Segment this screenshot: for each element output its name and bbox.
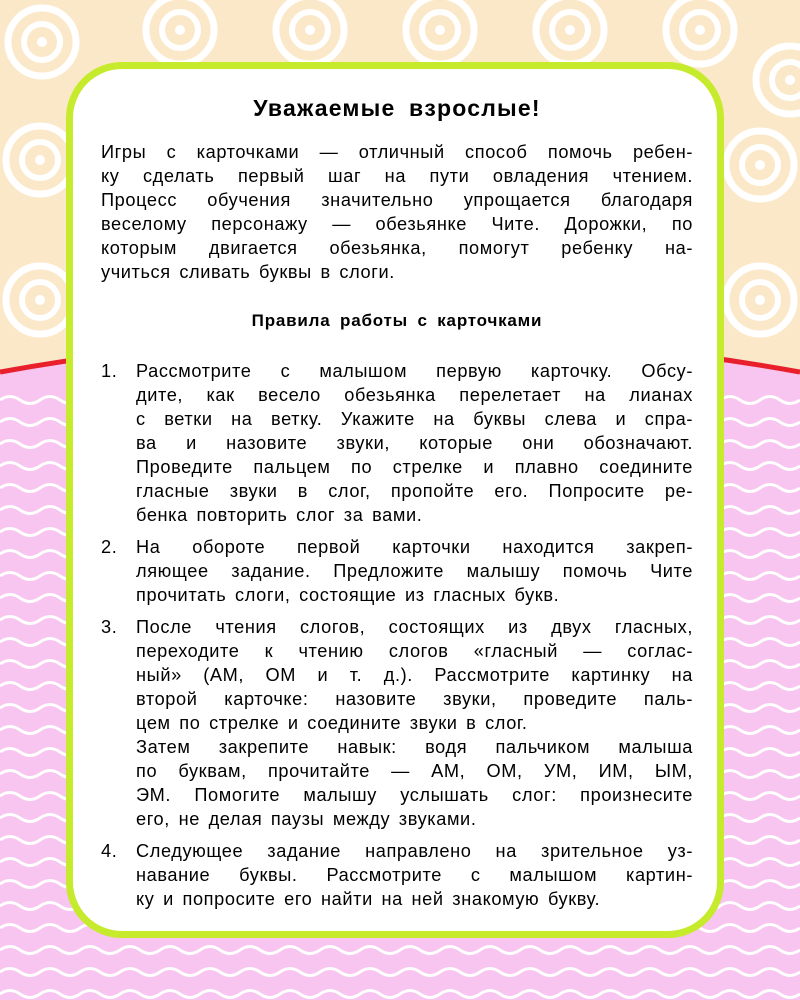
rule-line: прочитать слоги, состоящие из гласных букв. (136, 585, 560, 605)
page-title: Уважаемые взрослые! (253, 95, 541, 121)
rule-text (136, 359, 693, 527)
decorative-dot (785, 75, 795, 85)
intro-line: ку сделать первый шаг на пути овладения чтением. (101, 166, 693, 186)
rule-line: бенка повторить слог за вами. (136, 505, 423, 525)
decorative-dot (435, 25, 445, 35)
decorative-dot (37, 37, 47, 47)
decorative-dot (755, 160, 765, 170)
decorative-dot (35, 295, 45, 305)
decorative-dot (305, 25, 315, 35)
intro-line: Игры с карточками — отличный способ помочь ребен- (101, 142, 693, 162)
rule-item-1 (101, 359, 693, 527)
rule-line: ный» (АМ, ОМ и т. д.). Рассмотрите картинку на (136, 665, 693, 685)
rule-line: навание буквы. Рассмотрите с малышом картин- (136, 865, 693, 885)
intro-line: Процесс обучения значительно упрощается благодаря (101, 190, 693, 210)
rule-number: 4. (101, 841, 118, 861)
rule-item-2 (101, 535, 693, 607)
rule-number: 3. (101, 617, 118, 637)
decorative-dot (565, 25, 575, 35)
rule-line: по буквам, прочитайте — АМ, ОМ, УМ, ИМ, ЫМ, (136, 761, 693, 781)
rule-line: Проведите пальцем по стрелке и плавно соедините (136, 457, 693, 477)
decorative-dot (175, 25, 185, 35)
rule-line: На обороте первой карточки находится закреп- (136, 537, 693, 557)
rule-text (136, 615, 693, 831)
rule-item-4 (101, 839, 693, 911)
intro-paragraph (101, 140, 693, 284)
rule-line: После чтения слогов, состоящих из двух гласных, (136, 617, 693, 637)
rule-line: цем по стрелке и соедините звуки в слог. (136, 713, 528, 733)
rule-number: 1. (101, 361, 118, 381)
rule-line: Затем закрепите навык: водя пальчиком малыша (136, 737, 693, 757)
rule-item-3 (101, 615, 693, 831)
rule-line: переходите к чтению слогов «гласный — соглас- (136, 641, 693, 661)
rule-number: 2. (101, 537, 118, 557)
intro-line: которым двигается обезьянка, помогут ребенку на- (101, 238, 693, 258)
rule-line: Рассмотрите с малышом первую карточку. Обсу- (136, 361, 693, 381)
intro-line: учиться сливать буквы в слоги. (101, 262, 395, 282)
rule-line: второй карточке: назовите звуки, проведите паль- (136, 689, 693, 709)
rules-title: Правила работы с карточками (251, 311, 543, 330)
rule-line: Следующее задание направлено на зрительное уз- (136, 841, 693, 861)
decorative-dot (755, 295, 765, 305)
rule-line: с ветки на ветку. Укажите на буквы слева и спра- (136, 409, 693, 429)
rule-text (136, 839, 693, 911)
decorative-dot (35, 155, 45, 165)
rule-line: дите, как весело обезьянка перелетает на лианах (136, 385, 693, 405)
rule-text (136, 535, 693, 607)
decorative-dot (695, 25, 705, 35)
rule-line: ляющее задание. Предложите малышу помочь Чите (136, 561, 693, 581)
rule-line: ва и назовите звуки, которые они обозначают. (136, 433, 693, 453)
rule-line: ЭМ. Помогите малышу услышать слог: произнесите (136, 785, 693, 805)
intro-line: веселому персонажу — обезьянке Чите. Дорожки, по (101, 214, 693, 234)
rule-line: его, не делая паузы между звуками. (136, 809, 477, 829)
rule-line: гласные звуки в слог, пропойте его. Попросите ре- (136, 481, 693, 501)
info-card (66, 62, 724, 938)
rule-line: ку и попросите его найти на ней знакомую букву. (136, 889, 601, 909)
